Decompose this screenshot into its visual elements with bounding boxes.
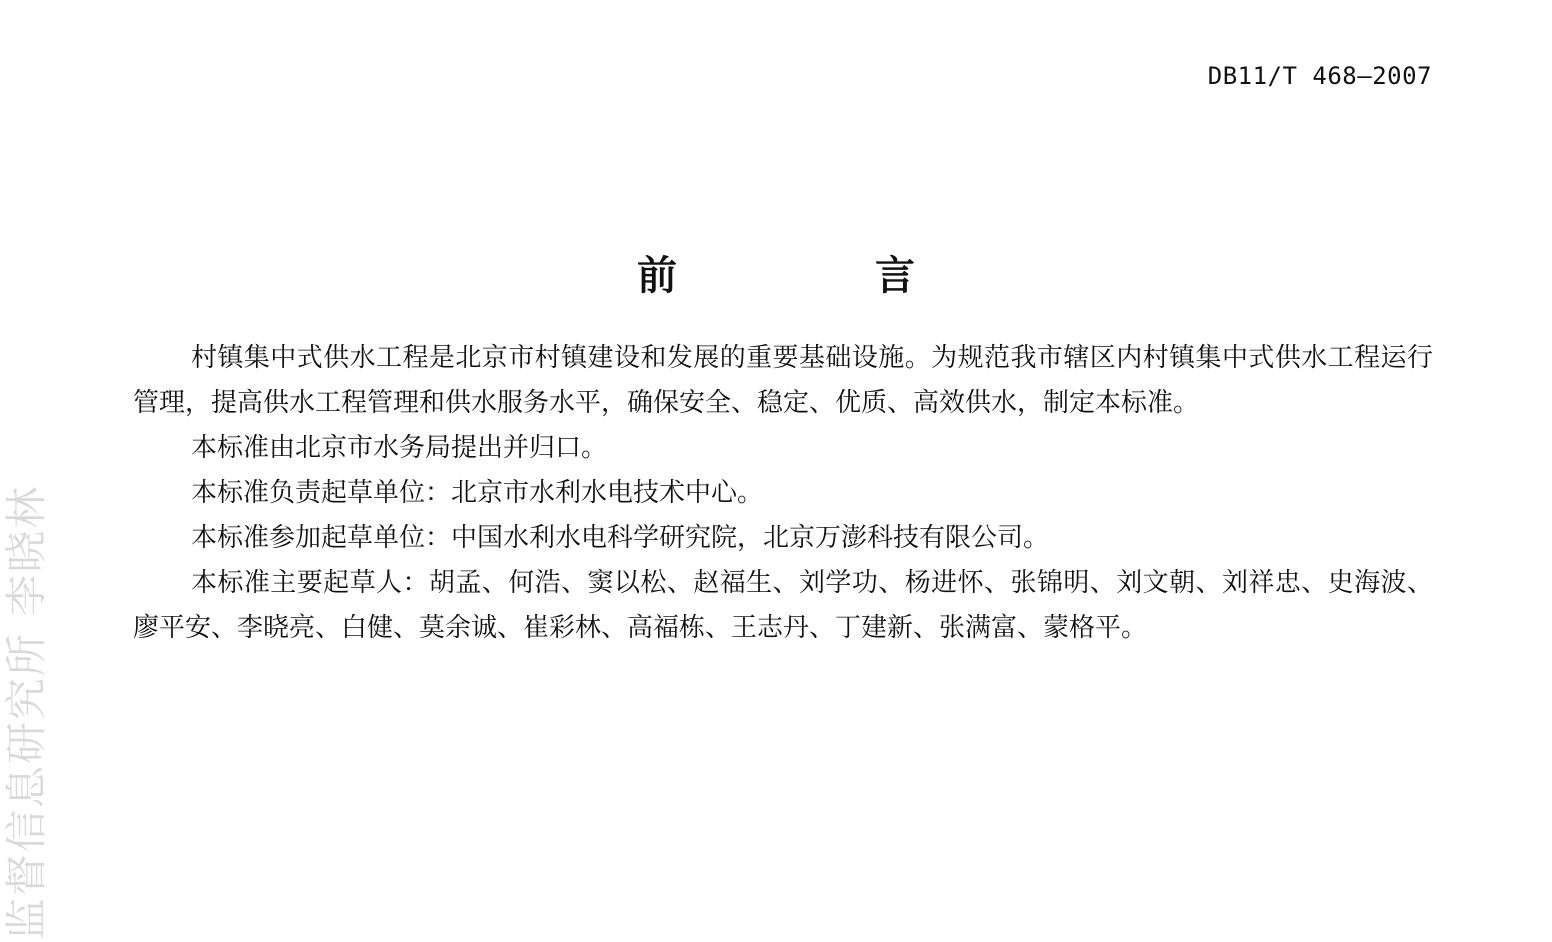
paragraph-participating-drafters: 本标准参加起草单位：中国水利水电科学研究院，北京万澎科技有限公司。 <box>191 523 1050 553</box>
standard-code: DB11/T 468—2007 <box>1207 62 1432 90</box>
paragraph-purpose: 村镇集中式供水工程是北京市村镇建设和发展的重要基础设施。为规范我市辖区内村镇集中式供水工程运行管理，提高供水工程管理和供水服务水平，确保安全、稳定、优质、高效供水，制定本标准。 <box>133 343 1433 418</box>
paragraph-main-authors: 本标准主要起草人：胡孟、何浩、窦以松、赵福生、刘学功、杨进怀、张锦明、刘文朝、刘祥忠、史海波、廖平安、李晓亮、白健、莫余诚、崔彩林、高福栋、王志丹、丁建新、张满富、蒙格平。 <box>133 568 1433 643</box>
paragraph-lead-drafter: 本标准负责起草单位：北京市水利水电技术中心。 <box>191 478 764 508</box>
foreword-body <box>133 336 1433 651</box>
paragraph-proposer: 本标准由北京市水务局提出并归口。 <box>191 433 608 463</box>
page-title: 前 言 <box>637 253 1007 299</box>
watermark: 监督信息研究所 李晓林 <box>2 484 51 940</box>
